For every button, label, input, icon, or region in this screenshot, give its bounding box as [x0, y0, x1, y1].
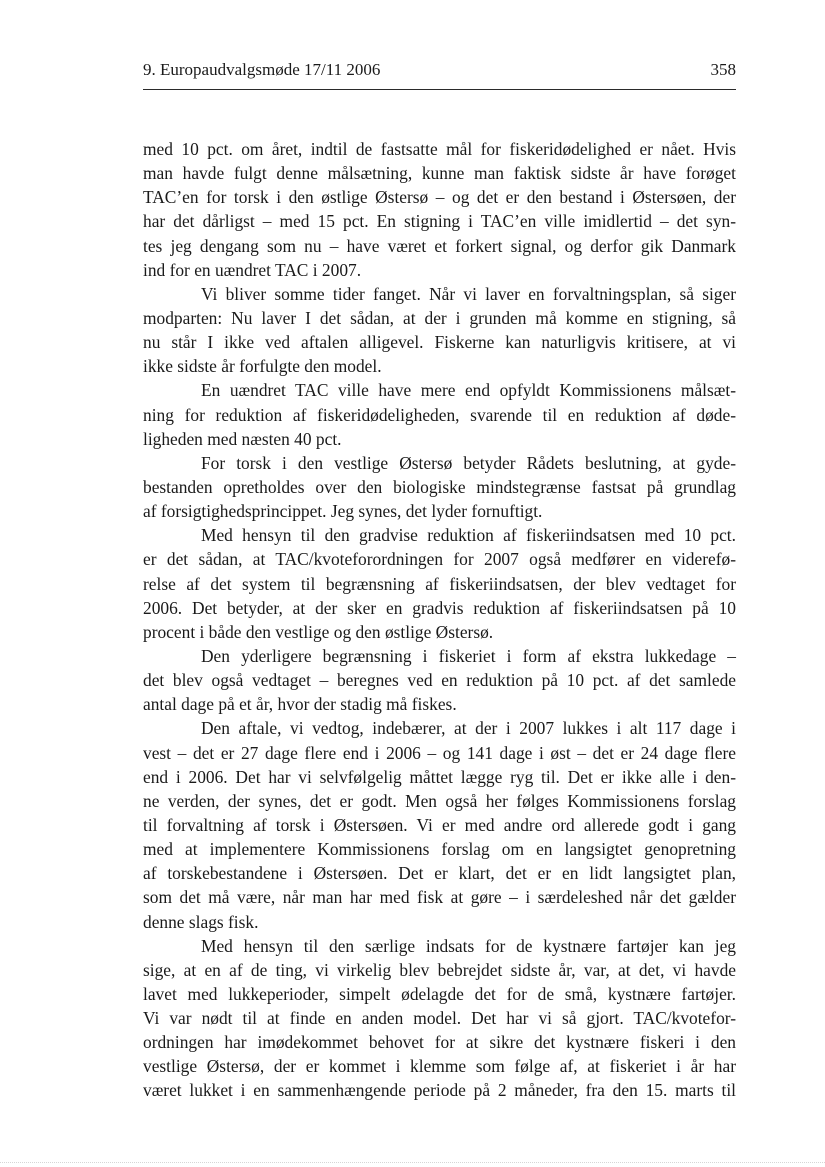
text-line: For torsk i den vestlige Østersø betyder Rådets beslutning, at gyde- [201, 452, 736, 473]
text-line: 2006. Det betyder, at der sker en gradvis reduktion af fiskeriindsatsen på 10 [143, 597, 736, 618]
text-line: med 10 pct. om året, indtil de fastsatte mål for fiskeridødelighed er nået. Hvis [143, 139, 736, 159]
text-line: Vi bliver somme tider fanget. Når vi laver en forvaltningsplan, så siger [201, 283, 736, 304]
text-line: ning for reduktion af fiskeridødeligheden, svarende til en reduktion af døde- [143, 404, 736, 425]
text-line: En uændret TAC ville have mere end opfyldt Kommissionens målsæt- [201, 380, 736, 401]
text-line: det blev også vedtaget – beregnes ved en reduktion på 10 pct. af det samlede [143, 670, 736, 691]
text-line: man havde fulgt denne målsætning, kunne man faktisk sidste år have forøget [143, 163, 736, 184]
text-line: Med hensyn til den gradvise reduktion af fiskeriindsatsen med 10 pct. [201, 525, 736, 546]
text-line: relse af det system til begrænsning af fiskeriindsatsen, der blev vedtaget for [143, 573, 736, 594]
text-line: af forsigtighedsprincippet. Jeg synes, det lyder fornuftigt. [143, 501, 543, 522]
text-line: ind for en uændret TAC i 2007. [143, 259, 362, 280]
header-rule [143, 89, 736, 90]
text-line: end i 2006. Det har vi selvfølgelig måttet lægge ryg til. Det er ikke alle i den- [143, 766, 736, 787]
header-title: 9. Europaudvalgsmøde 17/11 2006 [143, 60, 381, 79]
text-line: vestlige Østersø, der er kommet i klemme som følge af, at fiskeriet i år har [143, 1056, 736, 1077]
text-line: antal dage på et år, hvor der stadig må fiskes. [143, 694, 457, 715]
text-line: vest – det er 27 dage flere end i 2006 – og 141 dage i øst – det er 24 dage flere [143, 742, 736, 763]
text-line: lavet med lukkeperioder, simpelt ødelagde det for de små, kystnære fartøjer. [143, 983, 736, 1004]
page-number: 358 [710, 60, 736, 79]
text-line: nu står I ikke ved aftalen alligevel. Fiskerne kan naturligvis kritisere, at vi [143, 332, 736, 353]
text-line: været lukket i en sammenhængende periode på 2 måneder, fra den 15. marts til [143, 1080, 736, 1101]
text-line: er det sådan, at TAC/kvoteforordningen for 2007 også medfører en viderefø- [143, 549, 736, 570]
text-line: bestanden opretholdes over den biologiske mindstegrænse fastsat på grundlag [143, 476, 736, 497]
text-line: som det må være, når man har med fisk at gøre – i særdeleshed når det gælder [143, 887, 736, 908]
text-line: sige, at en af de ting, vi virkelig blev bebrejdet sidste år, var, at det, vi havde [143, 959, 736, 980]
text-line: TAC’en for torsk i den østlige Østersø – og det er den bestand i Østersøen, der [143, 187, 736, 208]
text-line: med at implementere Kommissionens forslag om en langsigtet genopretning [143, 839, 736, 860]
text-line: modparten: Nu laver I det sådan, at der i grunden må komme en stigning, så [143, 307, 736, 328]
text-line: ordningen har imødekommet behovet for at sikre det kystnære fiskeri i den [143, 1032, 736, 1053]
scan-edge-line [0, 1162, 825, 1163]
text-line: ne verden, der synes, det er godt. Men også her følges Kommissionens forslag [143, 790, 736, 811]
text-line: tes jeg dengang som nu – have været et forkert signal, og derfor gik Danmark [143, 235, 736, 256]
text-line: Den yderligere begrænsning i fiskeriet i form af ekstra lukkedage – [201, 645, 736, 666]
text-line: ligheden med næsten 40 pct. [143, 428, 342, 449]
text-line: Vi var nødt til at finde en anden model. Det har vi så gjort. TAC/kvotefor- [143, 1008, 736, 1029]
text-line: Med hensyn til den særlige indsats for de kystnære fartøjer kan jeg [201, 935, 736, 956]
text-line: procent i både den vestlige og den østlige Østersø. [143, 621, 494, 642]
running-header [143, 58, 736, 82]
text-line: ikke sidste år forfulgte den model. [143, 356, 382, 377]
text-line: af torskebestandene i Østersøen. Det er klart, det er en lidt langsigtet plan, [143, 863, 736, 884]
text-line: har det dårligst – med 15 pct. En stigning i TAC’en ville imidlertid – det syn- [143, 211, 736, 232]
text-line: til forvaltning af torsk i Østersøen. Vi er med andre ord allerede godt i gang [143, 814, 736, 835]
text-line: Den aftale, vi vedtog, indebærer, at der i 2007 lukkes i alt 117 dage i [201, 718, 736, 739]
body-text [143, 137, 736, 1103]
text-line: denne slags fisk. [143, 911, 259, 932]
